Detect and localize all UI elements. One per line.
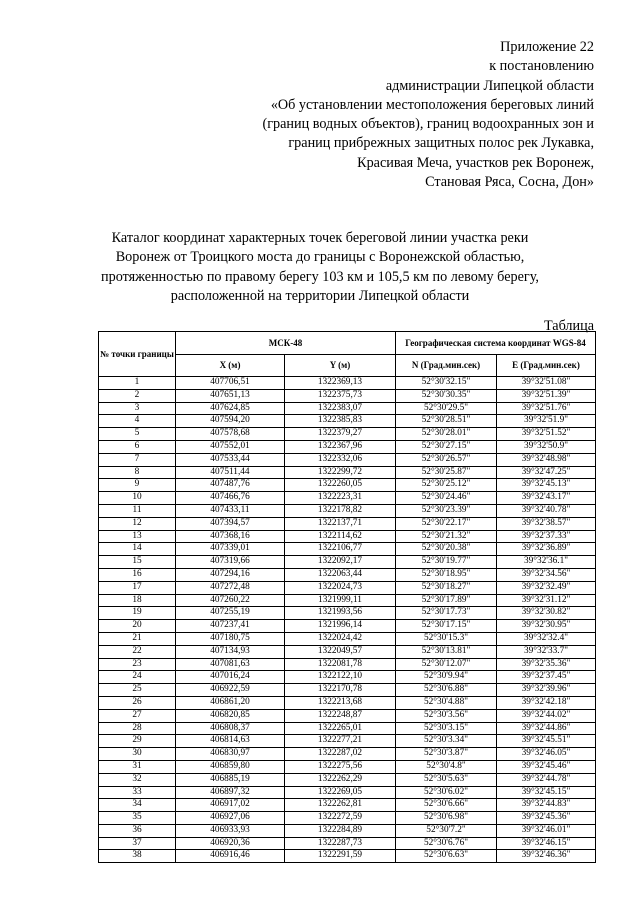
cell-y: 1322284,89 (285, 824, 396, 837)
cell-e: 39°32'44.86" (497, 722, 596, 735)
cell-point-number: 13 (99, 530, 176, 543)
cell-y: 1322375,73 (285, 389, 396, 402)
cell-n: 52°30'15.3" (396, 632, 497, 645)
table-row (99, 556, 596, 569)
cell-n: 52°30'3.34" (396, 735, 497, 748)
cell-point-number: 10 (99, 492, 176, 505)
cell-point-number: 9 (99, 479, 176, 492)
cell-point-number: 16 (99, 568, 176, 581)
table-row (99, 671, 596, 684)
cell-n: 52°30'28.51" (396, 415, 497, 428)
cell-y: 1322063,44 (285, 568, 396, 581)
cell-n: 52°30'5.63" (396, 773, 497, 786)
cell-n: 52°30'3.56" (396, 709, 497, 722)
table-row (99, 440, 596, 453)
table-row (99, 748, 596, 761)
table-row (99, 645, 596, 658)
cell-point-number: 33 (99, 786, 176, 799)
cell-point-number: 17 (99, 581, 176, 594)
cell-x: 407294,16 (176, 568, 285, 581)
cell-point-number: 24 (99, 671, 176, 684)
cell-e: 39°32'33.7" (497, 645, 596, 658)
cell-point-number: 14 (99, 543, 176, 556)
cell-n: 52°30'27.15" (396, 440, 497, 453)
table-row (99, 709, 596, 722)
table-row (99, 479, 596, 492)
cell-n: 52°30'22.17" (396, 517, 497, 530)
cell-point-number: 25 (99, 684, 176, 697)
title-line: Каталог координат характерных точек береговой линии участка реки (111, 230, 529, 246)
cell-point-number: 30 (99, 748, 176, 761)
annex-header (262, 38, 594, 192)
cell-n: 52°30'9.94" (396, 671, 497, 684)
cell-point-number: 5 (99, 428, 176, 441)
cell-e: 39°32'46.15" (497, 837, 596, 850)
cell-e: 39°32'50.9" (497, 440, 596, 453)
cell-y: 1322272,59 (285, 812, 396, 825)
table-row (99, 594, 596, 607)
cell-point-number: 34 (99, 799, 176, 812)
cell-n: 52°30'6.76" (396, 837, 497, 850)
cell-e: 39°32'36.89" (497, 543, 596, 556)
cell-x: 406820,85 (176, 709, 285, 722)
table-row (99, 581, 596, 594)
cell-e: 39°32'36.1" (497, 556, 596, 569)
table-row (99, 722, 596, 735)
cell-y: 1322287,73 (285, 837, 396, 850)
cell-point-number: 31 (99, 760, 176, 773)
header-line: границ прибрежных защитных полос рек Лукавка, (288, 135, 594, 152)
cell-n: 52°30'6.63" (396, 850, 497, 863)
table-row (99, 837, 596, 850)
cell-e: 39°32'46.36" (497, 850, 596, 863)
coordinates-table (98, 331, 596, 863)
cell-x: 406933,93 (176, 824, 285, 837)
cell-n: 52°30'25.87" (396, 466, 497, 479)
cell-n: 52°30'28.01" (396, 428, 497, 441)
cell-x: 407016,24 (176, 671, 285, 684)
cell-y: 1322262,29 (285, 773, 396, 786)
cell-n: 52°30'32.15" (396, 377, 497, 390)
cell-n: 52°30'6.88" (396, 684, 497, 697)
cell-e: 39°32'51.76" (497, 402, 596, 415)
cell-e: 39°32'38.57" (497, 517, 596, 530)
cell-x: 407487,76 (176, 479, 285, 492)
cell-point-number: 2 (99, 389, 176, 402)
table-row (99, 799, 596, 812)
table-row (99, 543, 596, 556)
cell-point-number: 11 (99, 504, 176, 517)
cell-n: 52°30'6.98" (396, 812, 497, 825)
cell-e: 39°32'32.4" (497, 632, 596, 645)
cell-y: 1322170,78 (285, 684, 396, 697)
cell-point-number: 36 (99, 824, 176, 837)
cell-point-number: 21 (99, 632, 176, 645)
cell-e: 39°32'40.78" (497, 504, 596, 517)
header-line: Красивая Меча, участков рек Воронеж, (357, 154, 594, 171)
cell-x: 407533,44 (176, 453, 285, 466)
cell-y: 1322369,13 (285, 377, 396, 390)
cell-y: 1322275,56 (285, 760, 396, 773)
cell-y: 1322265,01 (285, 722, 396, 735)
cell-n: 52°30'29.5" (396, 402, 497, 415)
cell-y: 1322024,73 (285, 581, 396, 594)
cell-point-number: 18 (99, 594, 176, 607)
cell-x: 407319,66 (176, 556, 285, 569)
table-caption: Таблица (543, 318, 594, 334)
table-row (99, 824, 596, 837)
cell-n: 52°30'20.38" (396, 543, 497, 556)
cell-point-number: 32 (99, 773, 176, 786)
cell-e: 39°32'37.33" (497, 530, 596, 543)
cell-y: 1322122,10 (285, 671, 396, 684)
title-line: расположенной на территории Липецкой области (170, 287, 470, 304)
cell-x: 407578,68 (176, 428, 285, 441)
header-line: (границ водных объектов), границ водоохранных зон и (262, 116, 594, 133)
table-row (99, 402, 596, 415)
cell-e: 39°32'45.36" (497, 812, 596, 825)
table-row (99, 760, 596, 773)
col-header-msk48: МСК-48 (176, 332, 396, 355)
cell-point-number: 4 (99, 415, 176, 428)
cell-n: 52°30'7.2" (396, 824, 497, 837)
cell-x: 407394,57 (176, 517, 285, 530)
cell-point-number: 26 (99, 696, 176, 709)
cell-x: 406922,59 (176, 684, 285, 697)
cell-x: 406830,97 (176, 748, 285, 761)
table-row (99, 786, 596, 799)
header-line: «Об установлении местоположения береговых линий (270, 96, 594, 113)
cell-y: 1322137,71 (285, 517, 396, 530)
cell-e: 39°32'32.49" (497, 581, 596, 594)
table-row (99, 568, 596, 581)
cell-n: 52°30'18.95" (396, 568, 497, 581)
table-row (99, 696, 596, 709)
cell-point-number: 19 (99, 607, 176, 620)
col-header-wgs84: Географическая система координат WGS-84 (396, 332, 596, 355)
cell-e: 39°32'45.51" (497, 735, 596, 748)
cell-y: 1322291,59 (285, 850, 396, 863)
cell-n: 52°30'19.77" (396, 556, 497, 569)
table-row (99, 607, 596, 620)
cell-e: 39°32'44.83" (497, 799, 596, 812)
cell-n: 52°30'24.46" (396, 492, 497, 505)
cell-x: 407237,41 (176, 620, 285, 633)
cell-point-number: 37 (99, 837, 176, 850)
cell-x: 406861,20 (176, 696, 285, 709)
cell-n: 52°30'6.66" (396, 799, 497, 812)
cell-x: 407368,16 (176, 530, 285, 543)
cell-e: 39°32'46.01" (497, 824, 596, 837)
cell-point-number: 6 (99, 440, 176, 453)
table-row (99, 850, 596, 863)
cell-y: 1322385,83 (285, 415, 396, 428)
cell-y: 1322260,05 (285, 479, 396, 492)
cell-e: 39°32'44.02" (497, 709, 596, 722)
table-row (99, 812, 596, 825)
cell-n: 52°30'13.81" (396, 645, 497, 658)
cell-x: 406927,06 (176, 812, 285, 825)
cell-e: 39°32'47.25" (497, 466, 596, 479)
cell-e: 39°32'45.46" (497, 760, 596, 773)
table-row (99, 620, 596, 633)
cell-n: 52°30'21.32" (396, 530, 497, 543)
cell-n: 52°30'17.15" (396, 620, 497, 633)
cell-y: 1322379,27 (285, 428, 396, 441)
cell-x: 407255,19 (176, 607, 285, 620)
table-row (99, 658, 596, 671)
cell-point-number: 27 (99, 709, 176, 722)
cell-x: 407260,22 (176, 594, 285, 607)
cell-y: 1321993,56 (285, 607, 396, 620)
cell-e: 39°32'30.82" (497, 607, 596, 620)
cell-x: 407651,13 (176, 389, 285, 402)
cell-point-number: 38 (99, 850, 176, 863)
cell-point-number: 22 (99, 645, 176, 658)
col-header-n: N (Град.мин.сек) (396, 355, 497, 377)
cell-e: 39°32'42.18" (497, 696, 596, 709)
cell-e: 39°32'51.9" (497, 415, 596, 428)
cell-e: 39°32'37.45" (497, 671, 596, 684)
document-title (90, 229, 550, 306)
cell-x: 406885,19 (176, 773, 285, 786)
col-header-x: X (м) (176, 355, 285, 377)
cell-n: 52°30'23.39" (396, 504, 497, 517)
cell-x: 406920,36 (176, 837, 285, 850)
table-row (99, 377, 596, 390)
cell-e: 39°32'48.98" (497, 453, 596, 466)
table-row (99, 466, 596, 479)
cell-y: 1322049,57 (285, 645, 396, 658)
cell-e: 39°32'45.13" (497, 479, 596, 492)
cell-n: 52°30'3.15" (396, 722, 497, 735)
cell-y: 1322383,07 (285, 402, 396, 415)
cell-e: 39°32'34.56" (497, 568, 596, 581)
cell-y: 1322287,02 (285, 748, 396, 761)
header-line: Приложение 22 (500, 39, 594, 55)
cell-x: 407624,85 (176, 402, 285, 415)
cell-n: 52°30'6.02" (396, 786, 497, 799)
cell-n: 52°30'3.87" (396, 748, 497, 761)
cell-e: 39°32'31.12" (497, 594, 596, 607)
cell-n: 52°30'18.27" (396, 581, 497, 594)
cell-n: 52°30'12.07" (396, 658, 497, 671)
cell-y: 1322277,21 (285, 735, 396, 748)
cell-n: 52°30'25.12" (396, 479, 497, 492)
table-row (99, 735, 596, 748)
cell-e: 39°32'39.96" (497, 684, 596, 697)
cell-y: 1322092,17 (285, 556, 396, 569)
cell-x: 406859,80 (176, 760, 285, 773)
cell-x: 406814,63 (176, 735, 285, 748)
cell-y: 1322213,68 (285, 696, 396, 709)
cell-x: 407339,01 (176, 543, 285, 556)
cell-x: 407134,93 (176, 645, 285, 658)
col-header-e: E (Град.мин.сек) (497, 355, 596, 377)
cell-e: 39°32'43.17" (497, 492, 596, 505)
table-row (99, 517, 596, 530)
header-line: к постановлению (489, 58, 594, 75)
table-row (99, 504, 596, 517)
cell-point-number: 3 (99, 402, 176, 415)
cell-y: 1322367,96 (285, 440, 396, 453)
cell-y: 1322269,05 (285, 786, 396, 799)
table-row (99, 530, 596, 543)
cell-y: 1322024,42 (285, 632, 396, 645)
cell-n: 52°30'30.35" (396, 389, 497, 402)
cell-point-number: 8 (99, 466, 176, 479)
cell-e: 39°32'44.78" (497, 773, 596, 786)
cell-x: 407594,20 (176, 415, 285, 428)
col-header-y: Y (м) (285, 355, 396, 377)
table-body (99, 377, 596, 863)
col-header-point: № точки границы (99, 332, 176, 377)
table-row (99, 415, 596, 428)
cell-point-number: 7 (99, 453, 176, 466)
table-row (99, 453, 596, 466)
cell-n: 52°30'26.57" (396, 453, 497, 466)
cell-point-number: 29 (99, 735, 176, 748)
table-row (99, 773, 596, 786)
cell-y: 1322332,06 (285, 453, 396, 466)
cell-point-number: 20 (99, 620, 176, 633)
cell-x: 407272,48 (176, 581, 285, 594)
cell-y: 1322081,78 (285, 658, 396, 671)
cell-x: 407081,63 (176, 658, 285, 671)
cell-y: 1322262,81 (285, 799, 396, 812)
cell-e: 39°32'30.95" (497, 620, 596, 633)
cell-x: 407180,75 (176, 632, 285, 645)
cell-x: 407552,01 (176, 440, 285, 453)
table-row (99, 632, 596, 645)
cell-y: 1322299,72 (285, 466, 396, 479)
cell-point-number: 1 (99, 377, 176, 390)
cell-e: 39°32'35.36" (497, 658, 596, 671)
cell-n: 52°30'4.8" (396, 760, 497, 773)
cell-point-number: 12 (99, 517, 176, 530)
cell-e: 39°32'51.39" (497, 389, 596, 402)
cell-n: 52°30'17.89" (396, 594, 497, 607)
header-line: Становая Ряса, Сосна, Дон» (425, 174, 594, 191)
cell-n: 52°30'17.73" (396, 607, 497, 620)
cell-y: 1322114,62 (285, 530, 396, 543)
cell-point-number: 15 (99, 556, 176, 569)
cell-x: 407706,51 (176, 377, 285, 390)
cell-y: 1322223,31 (285, 492, 396, 505)
cell-n: 52°30'4.88" (396, 696, 497, 709)
cell-y: 1322248,87 (285, 709, 396, 722)
cell-x: 406916,46 (176, 850, 285, 863)
title-line: Воронеж от Троицкого моста до границы с Воронежской областью, (115, 249, 525, 266)
header-line: администрации Липецкой области (385, 77, 594, 94)
cell-x: 407466,76 (176, 492, 285, 505)
cell-y: 1321999,11 (285, 594, 396, 607)
cell-e: 39°32'51.08" (497, 377, 596, 390)
cell-point-number: 35 (99, 812, 176, 825)
cell-point-number: 28 (99, 722, 176, 735)
cell-y: 1321996,14 (285, 620, 396, 633)
table-row (99, 492, 596, 505)
cell-x: 406917,02 (176, 799, 285, 812)
cell-y: 1322106,77 (285, 543, 396, 556)
table-row (99, 684, 596, 697)
table-row (99, 428, 596, 441)
cell-x: 407511,44 (176, 466, 285, 479)
table-row (99, 389, 596, 402)
cell-point-number: 23 (99, 658, 176, 671)
cell-x: 406897,32 (176, 786, 285, 799)
cell-e: 39°32'46.05" (497, 748, 596, 761)
cell-x: 407433,11 (176, 504, 285, 517)
cell-e: 39°32'51.52" (497, 428, 596, 441)
title-line: протяженностью по правому берегу 103 км и 105,5 км по левому берегу, (101, 268, 539, 285)
cell-x: 406808,37 (176, 722, 285, 735)
cell-e: 39°32'45.15" (497, 786, 596, 799)
cell-y: 1322178,82 (285, 504, 396, 517)
